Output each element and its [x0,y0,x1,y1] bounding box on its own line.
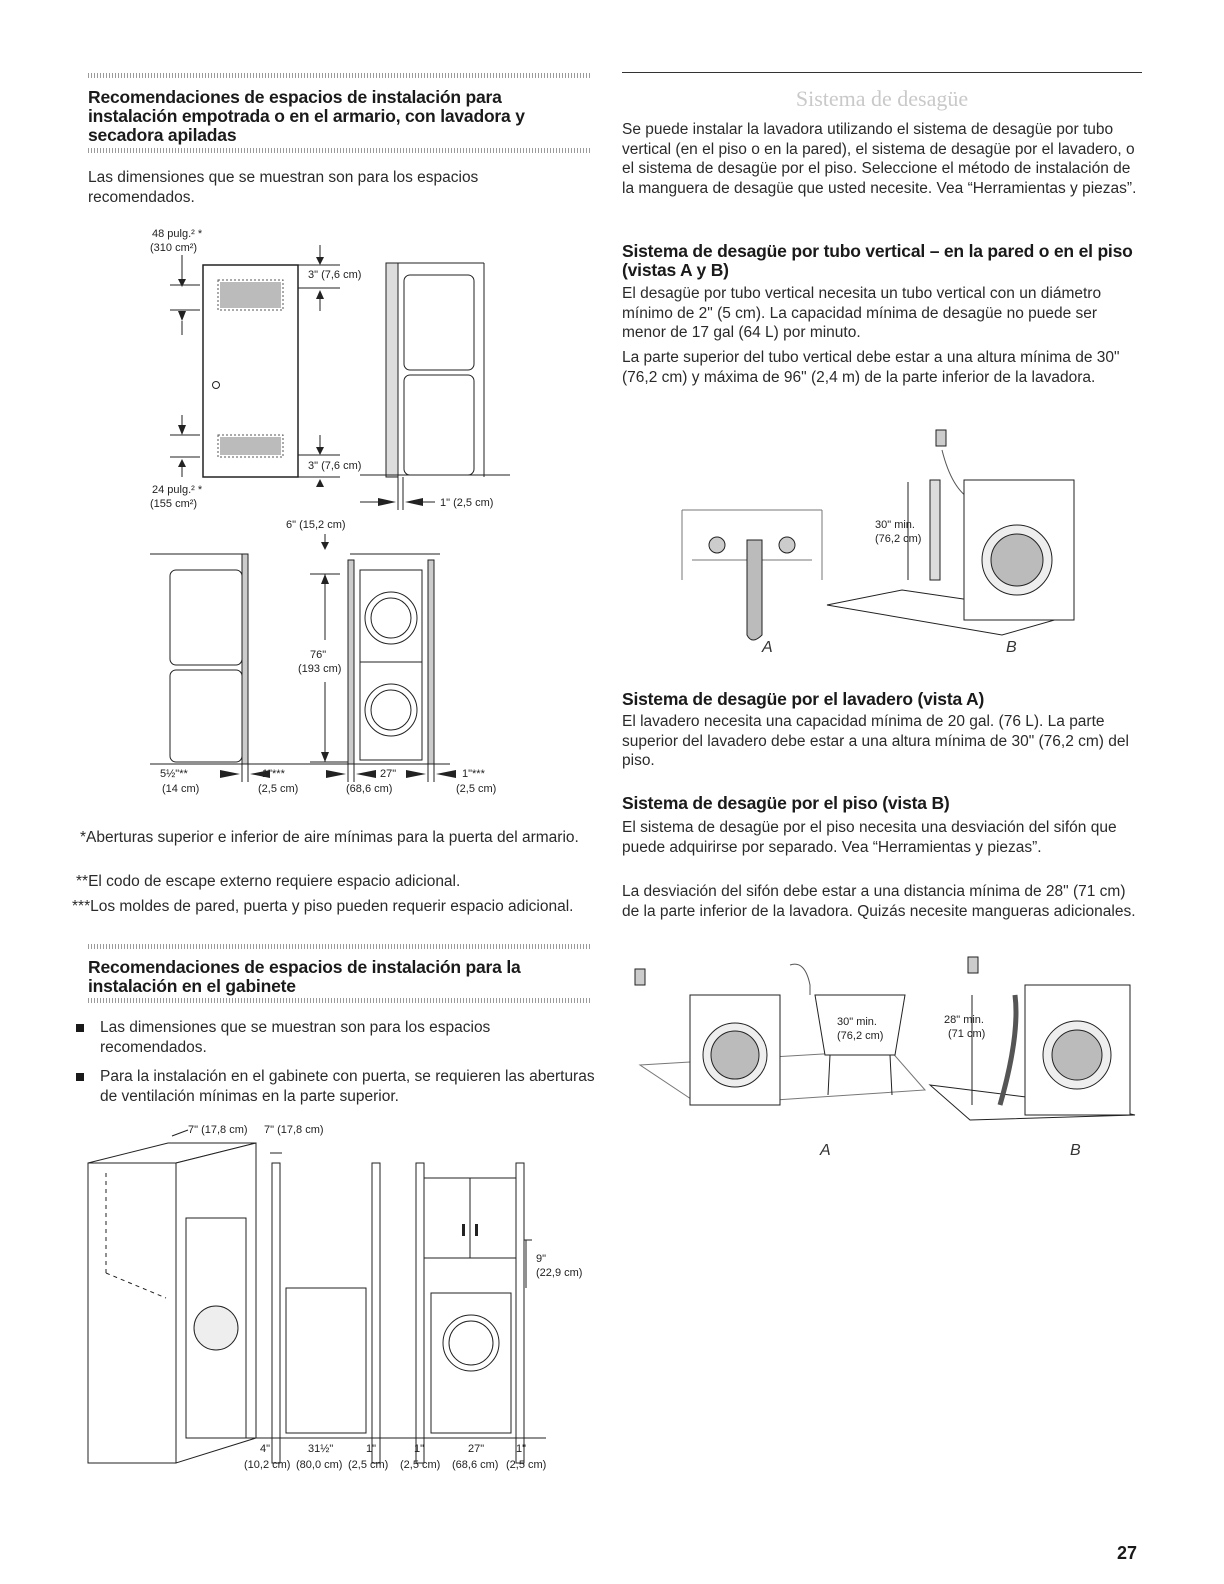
divider [88,944,592,949]
page-number: 27 [1117,1543,1138,1563]
floor-drain-p2: La desviación del sifón debe estar a una distancia mínima de 28" (71 cm) de la parte inferior de la lavadora. Quizás necesite mangueras adicionales. [622,883,1136,920]
fig1-label-a: A [762,639,773,656]
laundry-floor-diagram [630,955,1140,1165]
top-clear-label: 6" (15,2 cm) [286,519,346,531]
note-3: ***Los moldes de pared, puerta y piso pueden requerir espacio adicional. [72,898,574,915]
fig2-dim-a-cm: (76,2 cm) [837,1030,884,1042]
dim-bottom-4-cm: (10,2 cm) [244,1459,291,1471]
fig1-dim-cm: (76,2 cm) [875,533,922,545]
intro-stacked: Las dimensiones que se muestran son para los espacios recomendados. [88,169,479,206]
note-2: **El codo de escape externo requiere espacio adicional. [76,873,461,890]
dim-bottom-1b: 1" [414,1443,425,1455]
dim-1b: 1"*** [462,768,485,780]
top-area-label: 48 pulg.² * [152,228,203,240]
dim-bottom-1c: 1" [516,1443,527,1455]
divider-top-right [622,72,1142,73]
dim-bottom-1a: 1" [366,1443,377,1455]
dim-7b: 7" (17,8 cm) [264,1124,324,1136]
closet-door-diagram [140,225,520,525]
dim-1a: 1"*** [262,768,285,780]
dim-27-cm: (68,6 cm) [346,783,393,795]
heading-standpipe: Sistema de desagüe por tubo vertical – en la pared o en el piso (vistas A y B) [622,241,1133,280]
section-title: Sistema de desagüe [795,86,969,111]
top-area-cm: (310 cm²) [150,242,198,254]
bullet-2: Para la instalación en el gabinete con puerta, se requieren las aberturas de ventilación mínimas en la parte superior. [74,1067,610,1106]
dim-1b-cm: (2,5 cm) [456,783,497,795]
cabinet-diagram [76,1118,596,1488]
dim-5-5: 5½"** [160,768,188,780]
side-gap-label: 1" (2,5 cm) [440,497,494,509]
standpipe-p2: La parte superior del tubo vertical debe estar a una altura mínima de 30" (76,2 cm) y máxima de 96" (2,4 m) de la parte inferior de la lavadora. [622,349,1120,386]
dim-9: 9" [536,1253,547,1265]
dim-bottom-1a-cm: (2,5 cm) [348,1459,389,1471]
floor-drain-p1: El sistema de desagüe por el piso necesita una desviación del sifón que puede adquirirse por separado. Vea “Herramientas y piezas”. [622,819,1117,856]
fig2-dim-b: 28" min. [944,1014,984,1026]
stacked-front-diagram [150,520,550,820]
height-cm: (193 cm) [298,663,342,675]
dim-bottom-27-cm: (68,6 cm) [452,1459,499,1471]
dim-bottom-31-5: 31½" [308,1443,334,1455]
dim-1a-cm: (2,5 cm) [258,783,299,795]
fig1-label-b: B [1006,639,1017,656]
dim-9-cm: (22,9 cm) [536,1267,583,1279]
gap-top-label: 3" (7,6 cm) [308,269,362,281]
dim-bottom-31-5-cm: (80,0 cm) [296,1459,343,1471]
dim-27: 27" [380,768,397,780]
fig2-dim-a: 30" min. [837,1016,877,1028]
divider-top-left [88,73,592,78]
drain-intro: Se puede instalar la lavadora utilizando el sistema de desagüe por tubo vertical (en el piso o en la pared), el sistema de desagüe por el lavadero, o el sistema de desagüe por el piso. Seleccione el método de instalación de la manguera de desagüe que usted necesite. Vea “Herramientas y piezas”. [622,121,1137,197]
standpipe-diagram [672,420,1112,660]
divider [88,998,592,1003]
fig2-label-b: B [1070,1142,1081,1159]
height-label: 76" [310,649,327,661]
laundry-tub-p: El lavadero necesita una capacidad mínima de 20 gal. (76 L). La parte superior del lavadero debe estar a una altura mínima de 30" (76,2 cm) del piso. [622,713,1129,769]
dim-bottom-1b-cm: (2,5 cm) [400,1459,441,1471]
dim-5-5-cm: (14 cm) [162,783,200,795]
divider [88,148,592,153]
gap-bottom-label: 3" (7,6 cm) [308,460,362,472]
standpipe-p1: El desagüe por tubo vertical necesita un tubo vertical con un diámetro mínimo de 2" (5 cm). La capacidad mínima de desagüe no puede ser menor de 17 gal (64 L) por minuto. [622,285,1102,341]
fig2-dim-b-cm: (71 cm) [948,1028,986,1040]
heading-floor-drain: Sistema de desagüe por el piso (vista B) [622,793,950,813]
dim-bottom-4: 4" [260,1443,271,1455]
bullet-1: Las dimensiones que se muestran son para los espacios recomendados. [74,1018,590,1057]
bottom-area-cm: (155 cm²) [150,498,198,510]
heading-laundry-tub: Sistema de desagüe por el lavadero (vista A) [622,689,985,709]
dim-7a: 7" (17,8 cm) [188,1124,248,1136]
note-1: *Aberturas superior e inferior de aire mínimas para la puerta del armario. [80,829,579,846]
dim-bottom-1c-cm: (2,5 cm) [506,1459,547,1471]
fig1-dim: 30" min. [875,519,915,531]
heading-stacked-install: Recomendaciones de espacios de instalación para instalación empotrada o en el armario, con lavadora y secadora apiladas [88,87,525,145]
fig2-label-a: A [820,1142,831,1159]
heading-cabinet-install: Recomendaciones de espacios de instalación para la instalación en el gabinete [88,957,521,996]
bottom-area-label: 24 pulg.² * [152,484,203,496]
dim-bottom-27: 27" [468,1443,485,1455]
